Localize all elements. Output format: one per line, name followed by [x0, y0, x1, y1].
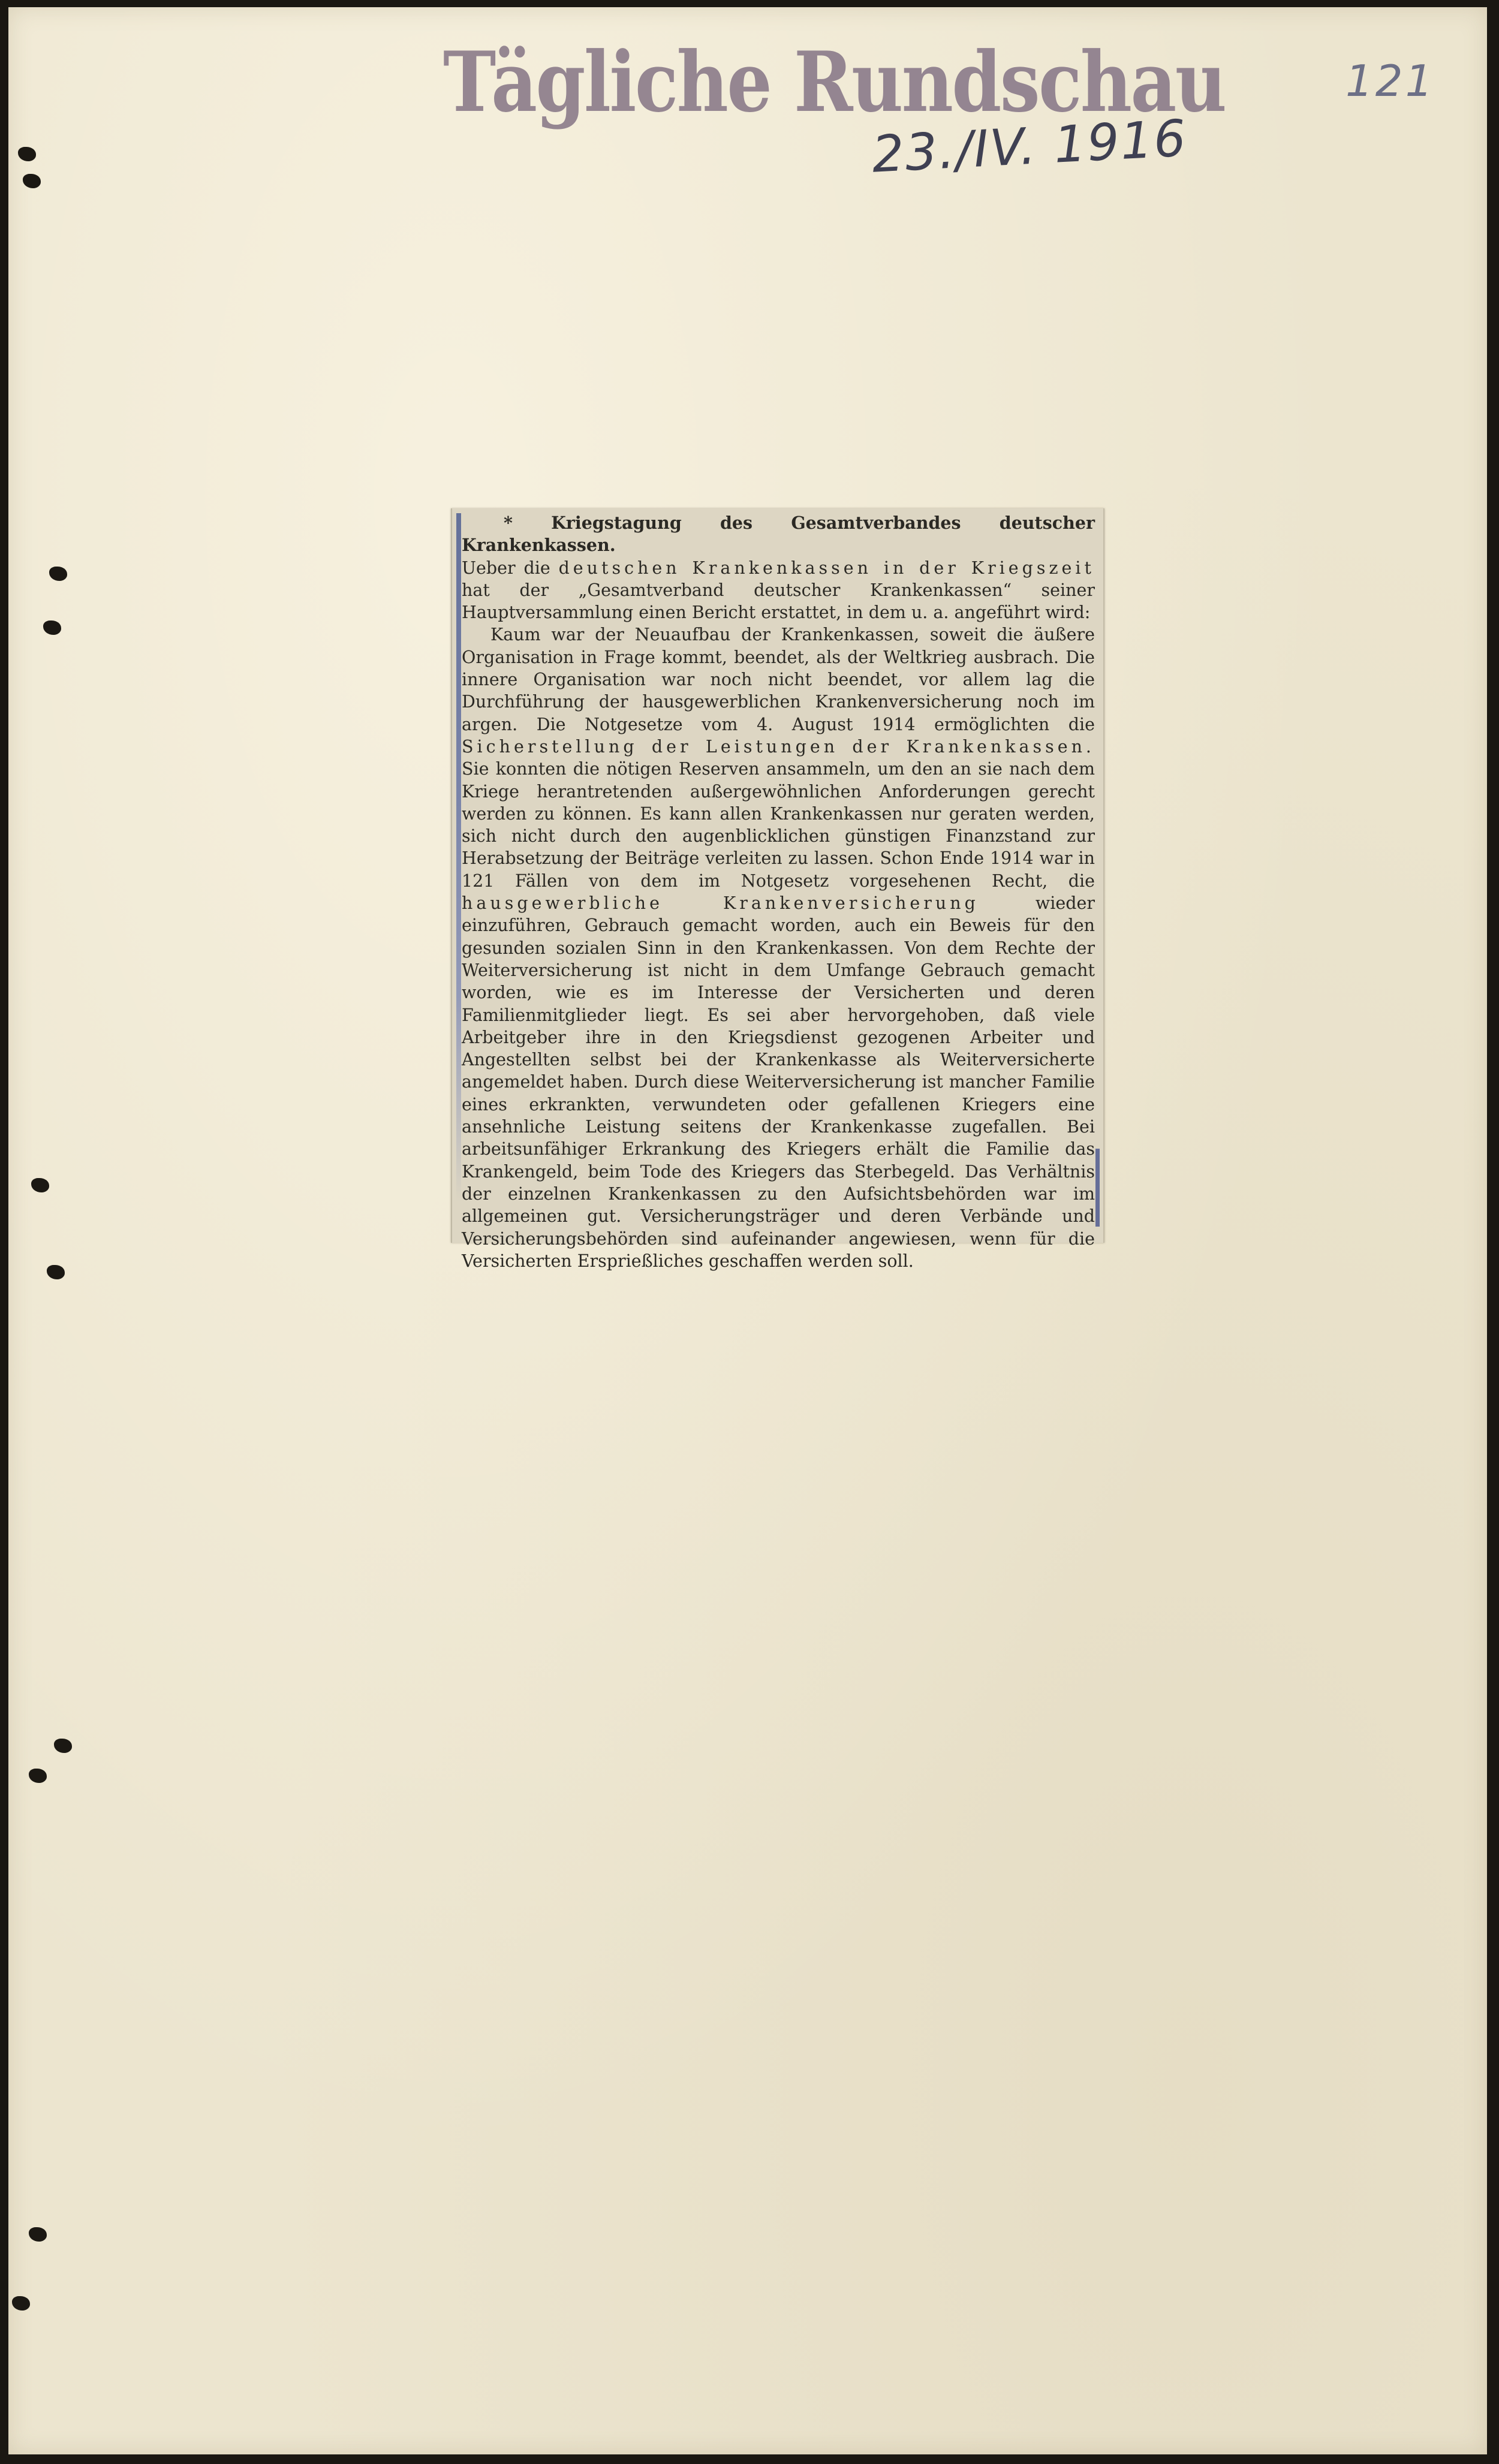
- article-intro: [462, 557, 1095, 624]
- punch-hole: [18, 147, 36, 161]
- page-number: 121: [1346, 56, 1435, 106]
- newspaper-stamp: Tägliche Rundschau: [443, 33, 1226, 131]
- punch-hole: [49, 567, 67, 581]
- punch-hole: [54, 1739, 72, 1753]
- blue-pencil-mark: [456, 513, 461, 1203]
- blue-pencil-mark-right: [1095, 1149, 1100, 1227]
- newspaper-clipping: [451, 508, 1104, 1271]
- paragraph-text: Kaum war der Neuaufbau der Krankenkassen, soweit die äußere Organisation in Frage kommt, beendet, als der Weltkrieg ausbrach. Die innere Organisation war noch nicht beendet, vor allem lag die Durchführung der hausgewerblichen Krankenversicherung noch im argen. Die Notgesetze vom 4. August 1914 ermöglichten die: [462, 625, 1095, 734]
- punch-hole: [43, 620, 61, 635]
- intro-spaced-text: deutschen Krankenkassen in der Kriegszeit: [558, 558, 1095, 578]
- archive-sheet: [8, 7, 1487, 2454]
- punch-hole: [12, 2296, 30, 2311]
- punch-hole: [29, 1769, 47, 1783]
- punch-hole: [29, 2227, 47, 2242]
- handwritten-date: 23./IV. 1916: [870, 109, 1188, 184]
- punch-hole: [23, 174, 41, 188]
- article-headline: * Kriegstagung des Gesamtverbandes deutscher Krankenkassen.: [462, 513, 1095, 556]
- paragraph-text-end: wieder einzuführen, Gebrauch gemacht worden, auch ein Beweis für den gesunden sozialen Sinn in den Krankenkassen. Von dem Rechte der Weiterversicherung ist nicht in dem Umfange Gebrauch gemacht worden, wie es im Interesse der Versicherten und deren Familienmitglieder liegt. Es sei aber hervorgehoben, daß viele Arbeitgeber ihre in den Kriegsdienst gezogenen Arbeiter und Angestellten selbst bei der Krankenkasse als Weiterversicherte angemeldet haben. Durch diese Weiterversicherung ist mancher Familie eines erkrankten, verwundeten oder gefallenen Kriegers eine ansehnliche Leistung seitens der Krankenkasse zugefallen. Bei arbeitsunfähiger Erkrankung des Kriegers erhält die Familie das Krankengeld, beim Tode des Kriegers das Sterbegeld. Das Verhältnis der einzelnen Krankenkassen zu den Aufsichtsbehörden war im allgemeinen gut. Versicherungsträger und deren Verbände und Versicherungsbehörden sind aufeinander angewiesen, wenn für die Versicherten Ersprießliches geschaffen werden soll.: [462, 893, 1095, 1271]
- intro-text: Ueber die: [462, 558, 559, 578]
- punch-hole: [31, 1178, 49, 1192]
- article-paragraph: [462, 623, 1095, 1272]
- punch-hole: [47, 1265, 65, 1279]
- intro-text-end: hat der „Gesamtverband deutscher Krankenkassen“ seiner Hauptversammlung einen Bericht erstattet, in dem u. a. angeführt wird:: [462, 580, 1095, 623]
- paragraph-spaced-text-2: hausgewerbliche Krankenversicherung: [462, 893, 979, 914]
- binding-holes: [0, 0, 72, 2464]
- article-body: [462, 512, 1095, 1272]
- paragraph-spaced-text: Sicherstellung der Leistungen der Krankenkassen.: [462, 736, 1095, 757]
- paragraph-text-middle: Sie konnten die nötigen Reserven ansammeln, um den an sie nach dem Kriege herantretenden außergewöhnlichen Anforderungen gerecht werden zu können. Es kann allen Krankenkassen nur geraten werden, sich nicht durch den augenblicklichen günstigen Finanzstand zur Herabsetzung der Beiträge verleiten zu lassen. Schon Ende 1914 war in 121 Fällen von dem im Notgesetz vorgesehenen Recht, die: [462, 759, 1095, 891]
